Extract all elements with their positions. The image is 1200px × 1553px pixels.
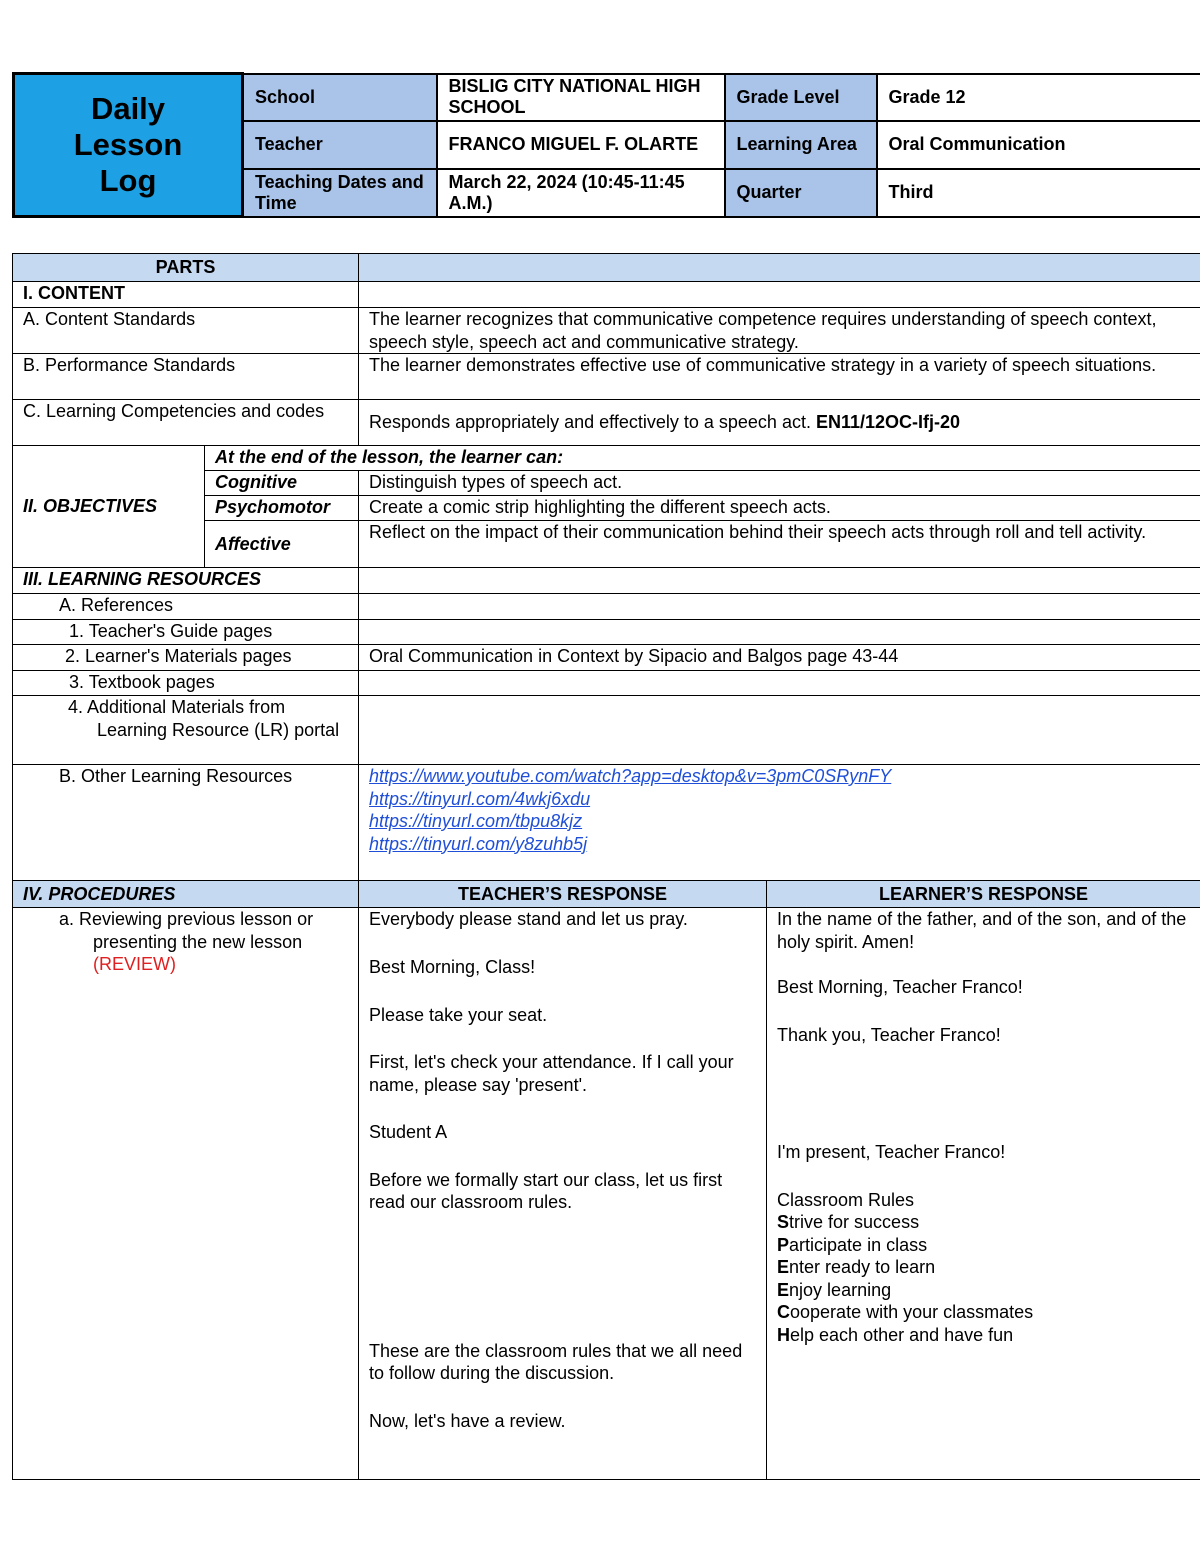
rule-initial: C — [777, 1302, 791, 1322]
cognitive-value: Distinguish types of speech act. — [359, 471, 1200, 496]
teacher-line: Best Morning, Class! — [369, 957, 536, 977]
learner-line: I'm present, Teacher Franco! — [777, 1142, 1006, 1162]
teacher-value: FRANCO MIGUEL F. OLARTE — [437, 121, 725, 169]
resource-link[interactable]: https://tinyurl.com/tbpu8kjz — [369, 811, 583, 831]
learning-area-value: Oral Communication — [877, 121, 1200, 169]
classroom-rule — [777, 1256, 1190, 1279]
review-step-label: a. Reviewing previous lesson or presenting the new lesson (REVIEW) — [13, 908, 359, 1480]
rule-initial: P — [777, 1234, 790, 1255]
quarter-value: Third — [877, 169, 1200, 217]
rule-initial: E — [777, 1257, 790, 1277]
competencies-value: Responds appropriately and effectively to a speech act. EN11/12OC-Ifj-20 — [359, 400, 1200, 446]
rule-initial: H — [777, 1324, 791, 1345]
teacher-line: Now, let's have a review. — [369, 1410, 566, 1431]
psychomotor-label: Psychomotor — [205, 496, 359, 521]
rule-text: articipate in class — [789, 1234, 928, 1255]
rule-text: nter ready to learn — [789, 1257, 936, 1277]
teacher-response-cell — [359, 908, 767, 1480]
learner-response-heading: LEARNER’S RESPONSE — [767, 881, 1200, 908]
resource-link[interactable]: https://tinyurl.com/4wkj6xdu — [369, 788, 591, 809]
textbook-label: 3. Textbook pages — [13, 671, 359, 696]
classroom-rules-title: Classroom Rules — [777, 1189, 915, 1210]
empty-cell — [359, 620, 1200, 645]
teacher-line: Everybody please stand and let us pray. — [369, 909, 688, 929]
teacher-line: These are the classroom rules that we all need to follow during the discussion. — [369, 1340, 743, 1383]
rule-text: trive for success — [789, 1212, 920, 1232]
content-standards-value: The learner recognizes that communicative competence requires understanding of speech context, speech style, speech act and communicative strategy. — [359, 308, 1200, 354]
objectives-intro: At the end of the lesson, the learner can: — [205, 446, 1200, 471]
school-label: School — [243, 74, 437, 121]
lesson-plan-table — [12, 253, 1200, 1480]
teacher-line: Student A — [369, 1122, 448, 1142]
rule-initial: S — [777, 1212, 790, 1232]
teacher-line: First, let's check your attendance. If I call your name, please say 'present'. — [369, 1052, 734, 1095]
learners-materials-value: Oral Communication in Context by Sipacio and Balgos page 43-44 — [359, 645, 1200, 671]
teacher-response-heading: TEACHER’S RESPONSE — [359, 881, 767, 908]
affective-value: Reflect on the impact of their communication behind their speech acts through roll and tell activity. — [359, 521, 1200, 568]
resources-heading: III. LEARNING RESOURCES — [13, 568, 359, 594]
parts-heading-blank — [359, 254, 1200, 282]
psychomotor-value: Create a comic strip highlighting the different speech acts. — [359, 496, 1200, 521]
classroom-rule — [777, 1301, 1190, 1324]
empty-cell — [359, 671, 1200, 696]
learner-line: In the name of the father, and of the son, and of the holy spirit. Amen! — [777, 909, 1187, 952]
teacher-line: Please take your seat. — [369, 1004, 548, 1025]
resource-link[interactable]: https://www.youtube.com/watch?app=desktop&v=3pmC0SRynFY — [369, 766, 892, 786]
cognitive-label: Cognitive — [205, 471, 359, 496]
classroom-rule — [777, 1324, 1190, 1347]
empty-cell — [359, 594, 1200, 620]
affective-label: Affective — [205, 521, 359, 568]
rule-initial: E — [777, 1279, 790, 1300]
learners-materials-label: 2. Learner's Materials pages — [13, 645, 359, 671]
rule-text: njoy learning — [789, 1279, 892, 1300]
classroom-rule — [777, 1234, 1190, 1257]
teachers-guide-label: 1. Teacher's Guide pages — [13, 620, 359, 645]
quarter-label: Quarter — [725, 169, 877, 217]
content-standards-label: A. Content Standards — [13, 308, 359, 354]
teaching-dates-value: March 22, 2024 (10:45-11:45 A.M.) — [437, 169, 725, 217]
grade-level-value: Grade 12 — [877, 74, 1200, 121]
additional-materials-label: 4. Additional Materials from Learning Resource (LR) portal — [13, 696, 359, 765]
learner-line: Thank you, Teacher Franco! — [777, 1024, 1001, 1045]
performance-standards-value: The learner demonstrates effective use of communicative strategy in a variety of speech situations. — [359, 354, 1200, 400]
content-heading: I. CONTENT — [13, 282, 359, 308]
classroom-rules-list — [777, 1211, 1190, 1346]
school-value: BISLIG CITY NATIONAL HIGH SCHOOL — [437, 74, 725, 121]
other-resources-label: B. Other Learning Resources — [13, 765, 359, 881]
competency-code: EN11/12OC-Ifj-20 — [815, 412, 961, 433]
references-label: A. References — [13, 594, 359, 620]
document-title: Daily Lesson Log — [14, 74, 243, 217]
grade-level-label: Grade Level — [725, 74, 877, 121]
empty-cell — [359, 568, 1200, 594]
rule-text: elp each other and have fun — [790, 1324, 1014, 1345]
empty-cell — [359, 696, 1200, 765]
procedures-heading: IV. PROCEDURES — [13, 881, 359, 908]
objectives-heading: II. OBJECTIVES — [13, 446, 205, 568]
parts-heading: PARTS — [13, 254, 359, 282]
classroom-rule — [777, 1211, 1190, 1234]
resource-link[interactable]: https://tinyurl.com/y8zuhb5j — [369, 833, 588, 854]
competencies-label: C. Learning Competencies and codes — [13, 400, 359, 446]
other-resources-links — [359, 765, 1200, 881]
rule-text: ooperate with your classmates — [790, 1302, 1034, 1322]
teaching-dates-label: Teaching Dates and Time — [243, 169, 437, 217]
lesson-log-header — [12, 72, 1200, 218]
learner-response-cell — [767, 908, 1200, 1480]
learning-area-label: Learning Area — [725, 121, 877, 169]
classroom-rule — [777, 1279, 1190, 1302]
empty-cell — [359, 282, 1200, 308]
review-tag: (REVIEW) — [93, 954, 176, 974]
teacher-label: Teacher — [243, 121, 437, 169]
teacher-line: Before we formally start our class, let us first read our classroom rules. — [369, 1169, 723, 1212]
learner-line: Best Morning, Teacher Franco! — [777, 977, 1023, 997]
performance-standards-label: B. Performance Standards — [13, 354, 359, 400]
